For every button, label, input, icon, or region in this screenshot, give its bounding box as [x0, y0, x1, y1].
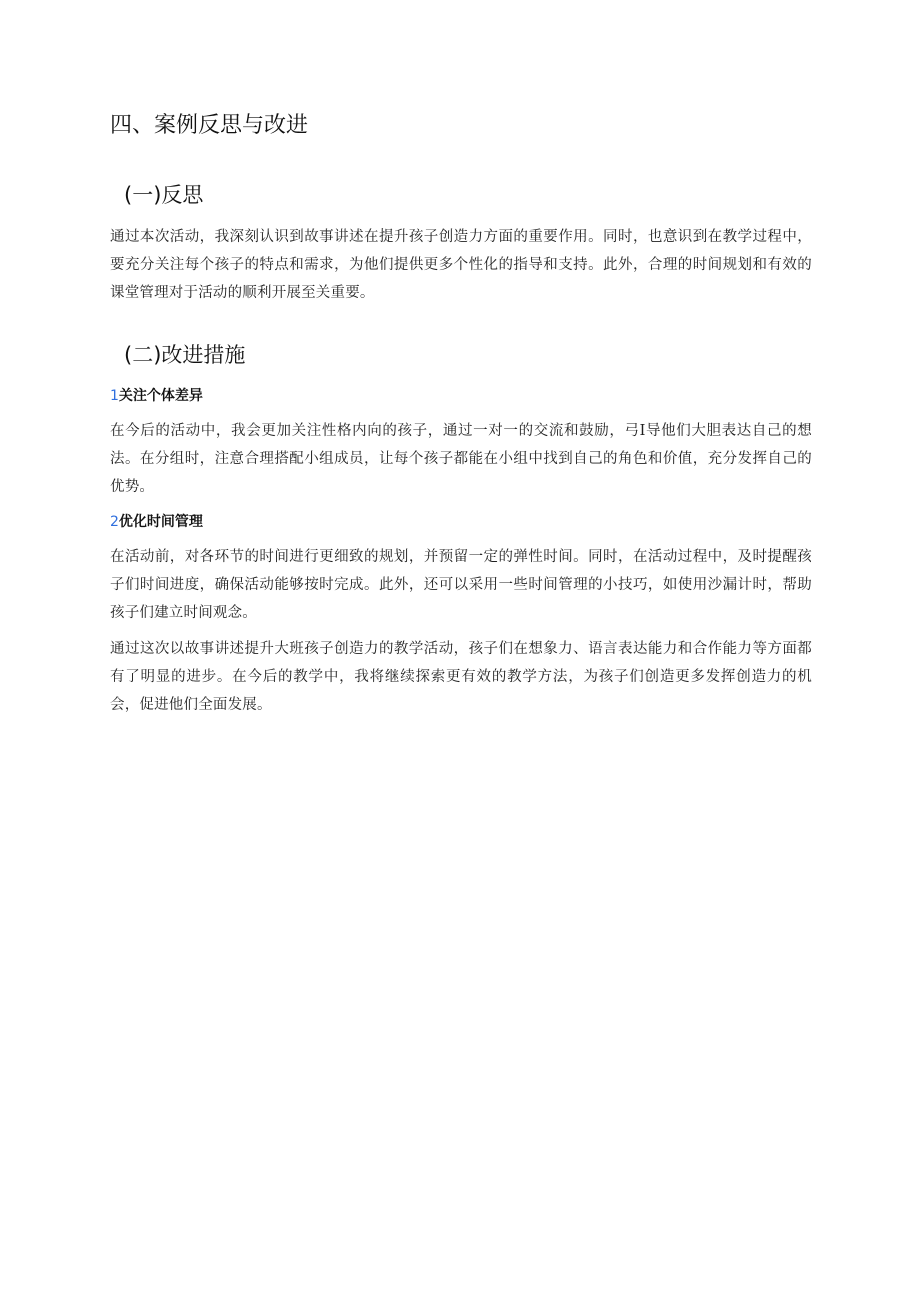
improvement-item-title: 关注个体差异 — [118, 388, 203, 404]
list-number: 1 — [110, 388, 119, 404]
improvement-item-paragraph: 在今后的活动中，我会更加关注性格内向的孩子，通过一对一的交流和鼓励，弓I导他们大胆表达自己的想法。在分组时，注意合理搭配小组成员，让每个孩子都能在小组中找到自己的角色和价值，充分发挥自己的优势。 — [110, 423, 812, 495]
improvement-item-heading — [110, 511, 203, 533]
section-title: 四、案例反思与改进 — [110, 113, 309, 138]
reflection-paragraph: 通过本次活动，我深刻认识到故事讲述在提升孩子创造力方面的重要作用。同时，也意识到在教学过程中，要充分关注每个孩子的特点和需求，为他们提供更多个性化的指导和支持。此外，合理的时间规划和有效的课堂管理对于活动的顺利开展至关重要。 — [110, 229, 812, 301]
improvement-item-title: 优化时间管理 — [118, 514, 203, 530]
improvement-item-paragraph: 在活动前，对各环节的时间进行更细致的规划，并预留一定的弹性时间。同时，在活动过程中，及时提醒孩子们时间进度，确保活动能够按时完成。此外，还可以采用一些时间管理的小技巧，如使用沙漏计时，帮助孩子们建立时间观念。 — [110, 549, 812, 621]
reflection-heading: (一)反思 — [124, 183, 204, 207]
improvement-item-heading — [110, 385, 203, 407]
conclusion-paragraph: 通过这次以故事讲述提升大班孩子创造力的教学活动，孩子们在想象力、语言表达能力和合作能力等方面都有了明显的进步。在今后的教学中，我将继续探索更有效的教学方法，为孩子们创造更多发挥创造力的机会，促进他们全面发展。 — [110, 641, 812, 713]
list-number: 2 — [110, 514, 119, 530]
improvements-heading: (二)改进措施 — [124, 343, 246, 367]
